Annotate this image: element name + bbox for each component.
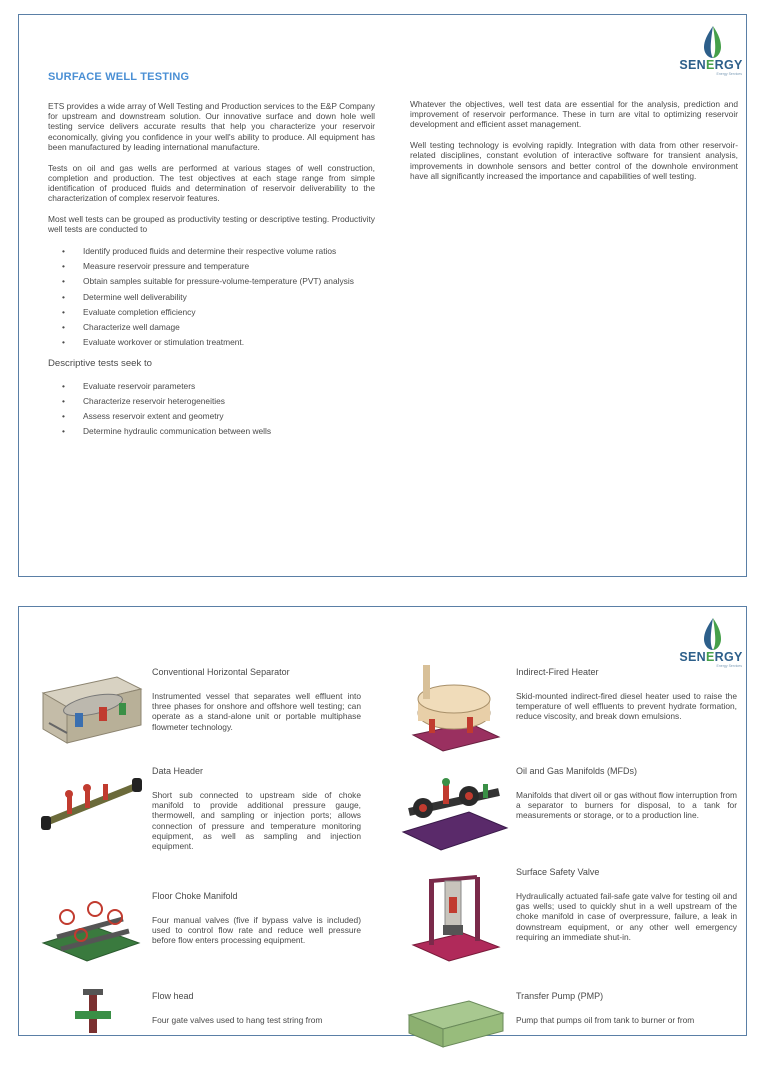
list-item: • Evaluate reservoir parameters [48, 381, 375, 391]
equipment-item [37, 887, 377, 979]
drop-icon [700, 617, 722, 651]
page-title: SURFACE WELL TESTING [48, 71, 190, 83]
page-two [18, 606, 747, 1036]
item-description: Short sub connected to upstream side of choke manifold to provide additional pressure gauge, thermowell, and sampling or injection ports; allows connection of pressure and temperature monitoring equipment, as well as sampling and injection equipment. [152, 790, 361, 852]
page-one [18, 14, 747, 577]
list-item: • Characterize reservoir heterogeneities [48, 396, 375, 406]
right-column [410, 99, 738, 191]
list-item: • Characterize well damage [48, 322, 375, 332]
list-item: • Evaluate workover or stimulation treatment. [48, 337, 375, 347]
technology-paragraph: Well testing technology is evolving rapidly. Integration with data from other reservoir-related disciplines, constant evolution of interactive software for transient analysis, improvements in downhole sensors and better control of the downhole environment have all significantly increased the importance and capabilities of well testing. [410, 140, 738, 181]
brand-tagline: Energy Services [716, 664, 742, 668]
senergy-logo [678, 25, 744, 76]
choke-manifold-image [37, 887, 149, 979]
separator-image [37, 663, 149, 755]
item-name: Indirect-Fired Heater [516, 667, 599, 677]
heater-image [399, 663, 511, 755]
equipment-item [37, 663, 377, 761]
list-item: • Determine hydraulic communication between wells [48, 426, 375, 436]
equipment-item [399, 663, 743, 761]
item-description: Manifolds that divert oil or gas without flow interruption from a separator to burners for disposal, to a tank for measurements or storage, or to a production line. [516, 790, 737, 821]
brand-tagline: Energy Services [716, 72, 742, 76]
productivity-list [48, 246, 375, 347]
list-item: • Identify produced fluids and determine their respective volume ratios [48, 246, 375, 256]
flow-head-image [37, 987, 149, 1079]
brand-name: SENERGY [679, 650, 743, 664]
item-name: Transfer Pump (PMP) [516, 991, 604, 1001]
item-name: Data Header [152, 766, 204, 776]
item-name: Surface Safety Valve [516, 867, 600, 877]
equipment-item [399, 863, 743, 983]
equipment-item [399, 987, 743, 1031]
left-column [48, 101, 375, 442]
grouping-paragraph: Most well tests can be grouped as productivity testing or descriptive testing. Productivity well tests are conducted to [48, 213, 375, 235]
item-description: Pump that pumps oil from tank to burner or from [516, 1015, 695, 1025]
list-item: • Determine well deliverability [48, 292, 375, 302]
transfer-pump-image [399, 987, 511, 1079]
item-name: Floor Choke Manifold [152, 891, 238, 901]
tests-paragraph: Tests on oil and gas wells are performed at various stages of well construction, completion and production. The test objectives at each stage range from simple identification of produced fluids and determination of reservoir deliverability to the characterization of complex reservoir features. [48, 162, 375, 204]
list-item: • Measure reservoir pressure and temperature [48, 261, 375, 271]
item-description: Hydraulically actuated fail-safe gate valve for testing oil and gas wells; used to quickly shut in a well upstream of the choke manifold in case of overpressure, failure, a leak in downstream equipment, or any other well emergency requiring an immediate shut-in. [516, 891, 737, 942]
drop-icon [700, 25, 722, 59]
objectives-paragraph: Whatever the objectives, well test data are essential for the analysis, prediction and improvement of reservoir performance. These in turn are vital to optimizing reservoir development and efficient asset management. [410, 99, 738, 130]
intro-paragraph: ETS provides a wide array of Well Testing and Production services to the E&P Company for upstream and downstream solution. Our innovative surface and down hole well testing service delivers accurate results that help you characterize your reservoir economically, giving you confidence in your well's ability to produce. All equipment has been manufactured by leading international manufacture. [48, 101, 375, 152]
equipment-item [37, 762, 377, 880]
descriptive-list [48, 381, 375, 436]
senergy-logo [678, 617, 744, 668]
safety-valve-image [399, 863, 511, 965]
list-item: • Evaluate completion efficiency [48, 307, 375, 317]
item-name: Conventional Horizontal Separator [152, 667, 290, 677]
item-description: Instrumented vessel that separates well effluent into three phases for onshore and offshore well testing; can operate as a stand-alone unit or portable multiphase flowmeter technology. [152, 691, 361, 732]
item-description: Skid-mounted indirect-fired diesel heater used to raise the temperature of well effluents to prevent hydrate formation, reduce viscosity, and break down emulsions. [516, 691, 737, 722]
item-name: Flow head [152, 991, 194, 1001]
equipment-item [37, 987, 377, 1031]
equipment-item [399, 762, 743, 862]
item-description: Four manual valves (five if bypass valve is included) used to control flow rate and reduce well pressure before flow enters processing equipment. [152, 915, 361, 946]
item-name: Oil and Gas Manifolds (MFDs) [516, 766, 638, 776]
data-header-image [37, 762, 149, 854]
descriptive-heading: Descriptive tests seek to [48, 358, 152, 369]
manifolds-image [399, 762, 511, 854]
list-item: • Assess reservoir extent and geometry [48, 411, 375, 421]
item-description: Four gate valves used to hang test string from [152, 1015, 323, 1025]
brand-name: SENERGY [679, 58, 743, 72]
list-item: • Obtain samples suitable for pressure-volume-temperature (PVT) analysis [48, 276, 375, 286]
